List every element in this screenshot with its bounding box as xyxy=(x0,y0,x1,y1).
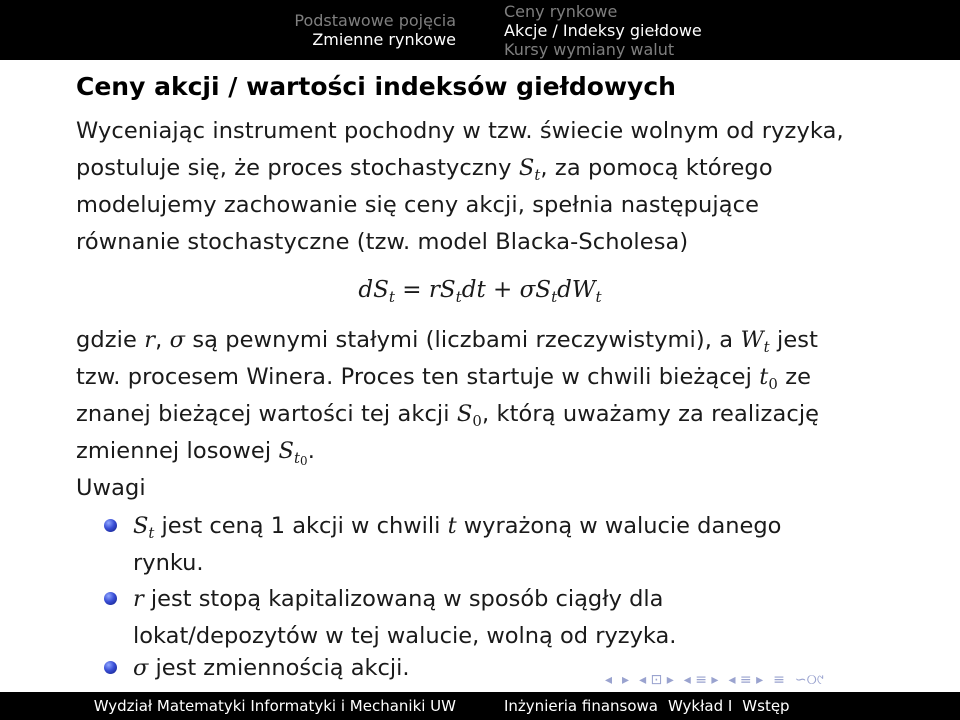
math-symbol-r: r xyxy=(133,586,144,612)
desc-line-1 xyxy=(76,322,818,359)
desc-text: gdzie xyxy=(76,327,145,353)
math-symbol-sigma: σ xyxy=(169,327,186,353)
beamer-navigation-symbols xyxy=(605,670,834,690)
remarks-heading: Uwagi xyxy=(76,475,146,501)
nav-section-left xyxy=(0,0,480,60)
footer-bar xyxy=(0,692,960,720)
nav-item-ceny-rynkowe[interactable]: Ceny rynkowe xyxy=(504,1,618,21)
intro-line-3 xyxy=(76,187,759,224)
intro-line-2 xyxy=(76,150,773,187)
footer-right xyxy=(480,692,960,720)
eq-sigma: σ xyxy=(519,277,536,303)
intro-text: równanie stochastyczne (tzw. model Blacka-Scholesa) xyxy=(76,229,689,255)
bullet-1-line-2: rynku. xyxy=(133,550,204,576)
math-symbol-W: W xyxy=(740,327,764,353)
black-scholes-equation xyxy=(0,272,960,309)
desc-text: znanej bieżącej wartości tej akcji xyxy=(76,401,457,427)
intro-line-1 xyxy=(76,113,844,150)
footer-course: Inżynieria finansowa xyxy=(504,697,658,715)
desc-text: są pewnymi stałymi (liczbami rzeczywistymi), a xyxy=(185,327,741,353)
search-icon[interactable]: ∽୦୯ xyxy=(794,672,824,688)
math-symbol-t: t xyxy=(759,364,769,390)
top-navigation-bar xyxy=(0,0,960,60)
footer-topic: Wstęp xyxy=(742,697,790,715)
bullet-ball-icon xyxy=(104,592,117,605)
eq-sub-t: t xyxy=(455,287,462,306)
nav-section-right xyxy=(480,0,960,60)
desc-text: zmiennej losowej xyxy=(76,438,279,464)
intro-text: Wyceniając instrument pochodny w tzw. świecie wolnym od ryzyka, xyxy=(76,118,844,144)
desc-line-3 xyxy=(76,396,819,433)
eq-plus: + xyxy=(485,277,520,303)
math-S-t0 xyxy=(278,438,308,468)
nav-item-akcje-indeksy[interactable]: Akcje / Indeksy giełdowe xyxy=(504,20,702,40)
desc-line-2 xyxy=(76,359,811,396)
nav-item-zmienne-rynkowe[interactable]: Zmienne rynkowe xyxy=(312,30,456,49)
nav-item-kursy-walut[interactable]: Kursy wymiany walut xyxy=(504,39,675,59)
frame-left-icon[interactable]: ▸ xyxy=(622,672,630,688)
bullet-ball-icon xyxy=(104,661,117,674)
math-symbol-t: t xyxy=(447,513,457,539)
math-S-t xyxy=(133,513,155,542)
math-subscript-0: 0 xyxy=(300,453,308,468)
bullet-3-line-1 xyxy=(133,650,410,687)
eq-dt: dt xyxy=(461,277,486,303)
math-symbol-S: S xyxy=(278,438,294,464)
math-symbol-S: S xyxy=(456,401,473,427)
section-icon[interactable]: ◂ ≡ ▸ xyxy=(728,672,764,688)
math-subscript-0: 0 xyxy=(768,374,778,393)
eq-sub-t: t xyxy=(551,287,558,306)
math-S-0 xyxy=(456,401,482,430)
intro-text: , za pomocą którego xyxy=(540,155,773,181)
bullet-ball-icon xyxy=(104,519,117,532)
math-W-t xyxy=(740,327,770,356)
frame-icon[interactable]: ◂ ⊡ ▸ xyxy=(639,672,674,688)
bullet-2-line-1 xyxy=(133,581,663,618)
subsection-icon[interactable]: ◂ ≡ ▸ xyxy=(683,672,719,688)
math-symbol-S: S xyxy=(133,513,149,539)
align-icon[interactable]: ≡ xyxy=(773,672,785,688)
intro-text: postuluje się, że proces stochastyczny xyxy=(76,155,519,181)
math-t-0 xyxy=(759,364,778,393)
eq-r: r xyxy=(428,277,440,303)
bullet-text: jest zmiennością akcji. xyxy=(148,655,410,681)
eq-S: S xyxy=(535,277,552,303)
eq-dW: dW xyxy=(557,277,596,303)
eq-sub-t: t xyxy=(388,287,395,306)
eq-sub-t: t xyxy=(595,287,602,306)
math-symbol-S: S xyxy=(518,155,535,181)
math-subscript-t: t xyxy=(534,165,541,184)
intro-line-4 xyxy=(76,224,688,261)
footer-institution: Wydział Matematyki Informatyki i Mechaniki UW xyxy=(93,697,456,715)
nav-item-podstawowe-pojecia[interactable]: Podstawowe pojęcia xyxy=(294,11,456,30)
math-subscript-t: t xyxy=(148,523,155,542)
desc-text: tzw. procesem Winera. Proces ten startuje w chwili bieżącej xyxy=(76,364,760,390)
bullet-text: jest stopą kapitalizowaną w sposób ciągły dla xyxy=(143,586,664,612)
bullet-text: wyrażoną w walucie danego xyxy=(456,513,782,539)
eq-equals: = xyxy=(394,277,429,303)
desc-text: . xyxy=(307,438,315,464)
arrow-left-icon[interactable]: ◂ xyxy=(605,672,613,688)
intro-text: modelujemy zachowanie się ceny akcji, spełnia następujące xyxy=(76,192,760,218)
math-S-t xyxy=(518,155,541,184)
desc-line-4 xyxy=(76,433,315,470)
desc-text: , którą uważamy za realizację xyxy=(481,401,820,427)
footer-left xyxy=(0,692,480,720)
desc-text: , xyxy=(155,327,170,353)
frame-title: Ceny akcji / wartości indeksów giełdowych xyxy=(76,72,676,101)
math-subscript-t: t xyxy=(763,337,770,356)
math-symbol-r: r xyxy=(144,327,156,353)
bullet-2-line-2: lokat/depozytów w tej walucie, wolną od ryzyka. xyxy=(133,623,677,649)
eq-S: S xyxy=(439,277,456,303)
math-subscript-0: 0 xyxy=(472,411,482,430)
desc-text: jest xyxy=(769,327,819,353)
eq-d: d xyxy=(358,277,374,303)
math-symbol-sigma: σ xyxy=(133,655,149,681)
bullet-text: jest ceną 1 akcji w chwili xyxy=(154,513,448,539)
bullet-1-line-1 xyxy=(133,508,781,545)
desc-text: ze xyxy=(777,364,812,390)
eq-S: S xyxy=(373,277,389,303)
math-subscript-t: t xyxy=(293,448,301,467)
footer-lecture: Wykład I xyxy=(667,697,733,715)
